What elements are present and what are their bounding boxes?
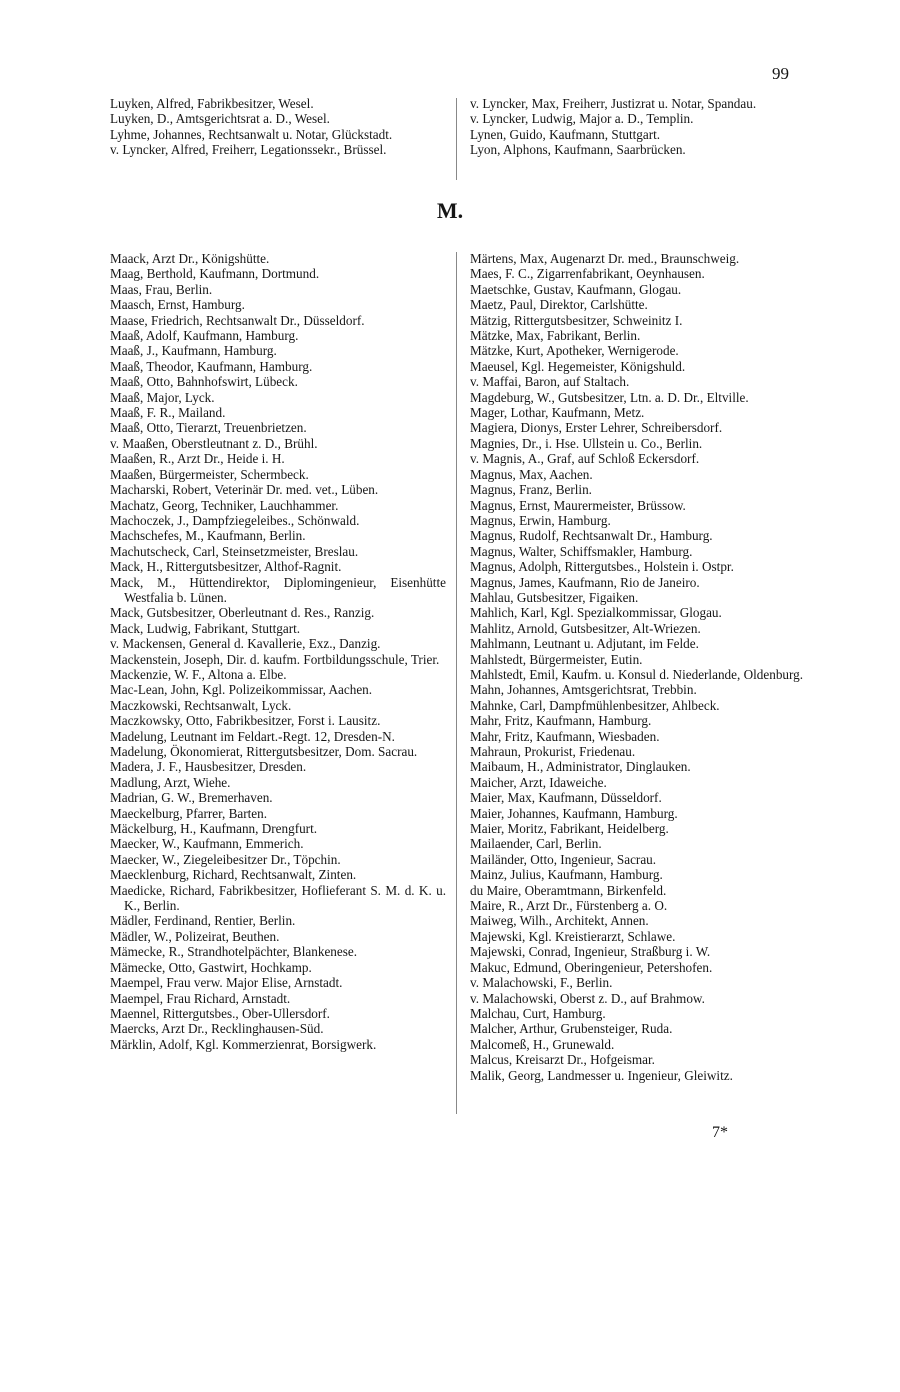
directory-entry: Malcher, Arthur, Grubensteiger, Ruda. [470,1021,673,1037]
directory-entry: Mahlstedt, Bürgermeister, Eutin. [470,651,643,667]
directory-entry: Maire, R., Arzt Dr., Fürstenberg a. O. [470,898,668,914]
directory-entry: Mätzig, Rittergutsbesitzer, Schweinitz I. [470,312,683,328]
directory-entry: Maack, Arzt Dr., Königshütte. [110,251,270,266]
directory-entry: Machatz, Georg, Techniker, Lauchhammer. [110,497,339,513]
directory-entry: Mack, H., Rittergutsbesitzer, Althof-Ragnit. [110,559,342,575]
directory-entry: Maier, Max, Kaufmann, Düsseldorf. [470,790,662,806]
directory-entry: Maecker, W., Ziegeleibesitzer Dr., Töpchin. [110,851,341,867]
directory-entry: Mackenzie, W. F., Altona a. Elbe. [110,666,287,682]
directory-entry: Maaß, Major, Lyck. [110,389,215,405]
directory-entry: Madelung, Leutnant im Feldart.-Regt. 12, Dresden-N. [110,728,395,744]
directory-entry: Magnus, Walter, Schiffsmakler, Hamburg. [470,543,693,559]
directory-entry: Maczkowsky, Otto, Fabrikbesitzer, Forst i. Lausitz. [110,713,381,729]
directory-entry: Magnus, James, Kaufmann, Rio de Janeiro. [470,574,700,590]
top-right-column [470,96,806,158]
directory-entry: Luyken, D., Amtsgerichtsrat a. D., Wesel. [110,111,330,127]
directory-entry: Maaßen, R., Arzt Dr., Heide i. H. [110,451,285,467]
directory-entry: Mätzke, Max, Fabrikant, Berlin. [470,328,641,344]
directory-entry: Maibaum, H., Administrator, Dinglauken. [470,759,691,775]
directory-entry: Maiweg, Wilh., Architekt, Annen. [470,913,649,929]
directory-entry: Mädler, W., Polizeirat, Beuthen. [110,928,280,944]
directory-entry: Maercks, Arzt Dr., Recklinghausen-Süd. [110,1021,324,1037]
directory-entry: Maaß, Theodor, Kaufmann, Hamburg. [110,358,313,374]
main-right-column [470,251,806,1083]
directory-entry: Magnus, Erwin, Hamburg. [470,512,611,528]
directory-entry: Mädler, Ferdinand, Rentier, Berlin. [110,913,296,929]
directory-entry: Magiera, Dionys, Erster Lehrer, Schreibersdorf. [470,420,723,436]
directory-entry: Maag, Berthold, Kaufmann, Dortmund. [110,266,320,282]
directory-entry: du Maire, Oberamtmann, Birkenfeld. [470,882,667,898]
directory-entry: Malcus, Kreisarzt Dr., Hofgeismar. [470,1052,655,1068]
directory-entry: Lyon, Alphons, Kaufmann, Saarbrücken. [470,142,686,158]
directory-entry: Machutscheck, Carl, Steinsetzmeister, Breslau. [110,543,359,559]
directory-entry: Maecklenburg, Richard, Rechtsanwalt, Zinten. [110,867,357,883]
directory-entry: Maier, Johannes, Kaufmann, Hamburg. [470,805,678,821]
directory-entry: v. Malachowski, F., Berlin. [470,975,613,991]
directory-entry: Magnus, Max, Aachen. [470,466,593,482]
directory-entry: Malchau, Curt, Hamburg. [470,1005,606,1021]
directory-entry: v. Mackensen, General d. Kavallerie, Exz., Danzig. [110,636,381,652]
directory-entry: Maeckelburg, Pfarrer, Barten. [110,805,268,821]
directory-entry: Maes, F. C., Zigarrenfabrikant, Oeynhausen. [470,266,705,282]
directory-entry: v. Magnis, A., Graf, auf Schloß Eckersdorf. [470,451,700,467]
directory-entry: Majewski, Conrad, Ingenieur, Straßburg i. W. [470,944,711,960]
directory-entry: Maaßen, Bürgermeister, Schermbeck. [110,466,309,482]
directory-entry: Magdeburg, W., Gutsbesitzer, Ltn. a. D. Dr., Eltville. [470,389,749,405]
directory-entry: v. Lyncker, Max, Freiherr, Justizrat u. Notar, Spandau. [470,96,757,111]
directory-entry: Mahn, Johannes, Amtsgerichtsrat, Trebbin. [470,682,697,698]
directory-entry: Luyken, Alfred, Fabrikbesitzer, Wesel. [110,96,314,111]
directory-entry: Mack, Ludwig, Fabrikant, Stuttgart. [110,620,301,636]
directory-entry: Maempel, Frau Richard, Arnstadt. [110,990,291,1006]
directory-entry: Maaß, J., Kaufmann, Hamburg. [110,343,277,359]
directory-entry: Mahraun, Prokurist, Friedenau. [470,744,636,759]
directory-entry: Mahlau, Gutsbesitzer, Figaiken. [470,589,639,605]
directory-entry: Madelung, Ökonomierat, Rittergutsbesitzer, Dom. Sacrau. [110,744,418,759]
directory-entry: v. Lyncker, Alfred, Freiherr, Legationssekr., Brüssel. [110,142,387,158]
directory-entry: Mainz, Julius, Kaufmann, Hamburg. [470,867,663,883]
column-divider-main [456,252,457,1114]
directory-entry: v. Maaßen, Oberstleutnant z. D., Brühl. [110,435,318,451]
directory-entry: Mack, M., Hüttendirektor, Diplomingenieur, Eisenhütte Westfalia b. Lünen. [110,574,446,605]
directory-entry: Magnies, Dr., i. Hse. Ullstein u. Co., Berlin. [470,435,703,451]
directory-entry: Mager, Lothar, Kaufmann, Metz. [470,405,645,421]
directory-entry: Mahr, Fritz, Kaufmann, Hamburg. [470,713,652,729]
directory-entry: Mac-Lean, John, Kgl. Polizeikommissar, Aachen. [110,682,373,698]
directory-entry: Maetschke, Gustav, Kaufmann, Glogau. [470,281,682,297]
directory-entry: Machoczek, J., Dampfziegeleibes., Schönwald. [110,512,360,528]
directory-entry: Maeusel, Kgl. Hegemeister, Königshuld. [470,358,686,374]
directory-entry: Maennel, Rittergutsbes., Ober-Ullersdorf. [110,1005,330,1021]
directory-entry: Magnus, Adolph, Rittergutsbes., Holstein i. Ostpr. [470,559,734,575]
directory-entry: Malcomeß, H., Grunewald. [470,1036,615,1052]
top-left-column [110,96,446,158]
directory-entry: Maempel, Frau verw. Major Elise, Arnstadt. [110,975,343,991]
column-divider-top [456,98,457,180]
directory-entry: Maase, Friedrich, Rechtsanwalt Dr., Düsseldorf. [110,312,365,328]
page-number: 99 [772,64,789,83]
directory-entry: Mämecke, Otto, Gastwirt, Hochkamp. [110,959,312,975]
directory-entry: Maaß, Otto, Bahnhofswirt, Lübeck. [110,374,298,390]
directory-entry: Mahnke, Carl, Dampfmühlenbesitzer, Ahlbeck. [470,697,720,713]
directory-entry: Mack, Gutsbesitzer, Oberleutnant d. Res., Ranzig. [110,605,375,621]
main-left-column [110,251,446,1052]
directory-entry: Mahr, Fritz, Kaufmann, Wiesbaden. [470,728,660,744]
directory-entry: Makuc, Edmund, Oberingenieur, Petershofen. [470,959,713,975]
directory-entry: Mahlmann, Leutnant u. Adjutant, im Felde. [470,636,699,652]
directory-entry: Lyhme, Johannes, Rechtsanwalt u. Notar, Glückstadt. [110,126,393,142]
section-heading: M. [436,198,464,223]
directory-entry: Machschefes, M., Kaufmann, Berlin. [110,528,306,544]
directory-entry: Madlung, Arzt, Wiehe. [110,774,231,790]
directory-entry: v. Lyncker, Ludwig, Major a. D., Templin. [470,111,694,127]
directory-entry: Maaß, F. R., Mailand. [110,405,226,421]
directory-entry: Mämecke, R., Strandhotelpächter, Blankenese. [110,944,358,960]
directory-entry: Maetz, Paul, Direktor, Carlshütte. [470,297,648,313]
directory-entry: Mahlich, Karl, Kgl. Spezialkommissar, Glogau. [470,605,722,621]
directory-entry: Mailaender, Carl, Berlin. [470,836,602,852]
directory-entry: Märklin, Adolf, Kgl. Kommerzienrat, Borsigwerk. [110,1036,377,1052]
directory-entry: Maecker, W., Kaufmann, Emmerich. [110,836,304,852]
directory-entry: Macharski, Robert, Veterinär Dr. med. vet., Lüben. [110,482,379,498]
directory-entry: Maicher, Arzt, Idaweiche. [470,774,607,790]
directory-entry: Mäckelburg, H., Kaufmann, Drengfurt. [110,821,318,837]
printer-signature-mark: 7* [712,1124,728,1141]
directory-entry: Mackenstein, Joseph, Dir. d. kaufm. Fortbildungsschule, Trier. [110,651,440,667]
directory-entry: Madrian, G. W., Bremerhaven. [110,790,273,806]
directory-entry: Mailänder, Otto, Ingenieur, Sacrau. [470,851,657,867]
directory-entry: Maedicke, Richard, Fabrikbesitzer, Hoflieferant S. M. d. K. u. K., Berlin. [110,882,446,914]
directory-entry: Mahlitz, Arnold, Gutsbesitzer, Alt-Wriezen. [470,620,701,636]
directory-entry: Maaß, Otto, Tierarzt, Treuenbrietzen. [110,420,307,436]
directory-entry: Maaß, Adolf, Kaufmann, Hamburg. [110,328,299,344]
directory-entry: Majewski, Kgl. Kreistierarzt, Schlawe. [470,928,676,944]
directory-entry: Maas, Frau, Berlin. [110,281,213,297]
directory-entry: Magnus, Franz, Berlin. [470,482,592,498]
directory-entry: v. Maffai, Baron, auf Staltach. [470,374,630,390]
directory-entry: Mahlstedt, Emil, Kaufm. u. Konsul d. Niederlande, Oldenburg. [470,666,804,682]
directory-entry: Mätzke, Kurt, Apotheker, Wernigerode. [470,343,679,359]
directory-entry: Maier, Moritz, Fabrikant, Heidelberg. [470,821,669,837]
directory-entry: v. Malachowski, Oberst z. D., auf Brahmow. [470,990,705,1006]
directory-entry: Magnus, Rudolf, Rechtsanwalt Dr., Hamburg. [470,528,713,544]
directory-entry: Madera, J. F., Hausbesitzer, Dresden. [110,759,307,775]
directory-entry: Malik, Georg, Landmesser u. Ingenieur, Gleiwitz. [470,1067,733,1083]
directory-entry: Magnus, Ernst, Maurermeister, Brüssow. [470,497,686,513]
directory-entry: Maasch, Ernst, Hamburg. [110,297,245,313]
directory-entry: Märtens, Max, Augenarzt Dr. med., Braunschweig. [470,251,740,266]
directory-entry: Maczkowski, Rechtsanwalt, Lyck. [110,697,292,713]
directory-entry: Lynen, Guido, Kaufmann, Stuttgart. [470,126,661,142]
